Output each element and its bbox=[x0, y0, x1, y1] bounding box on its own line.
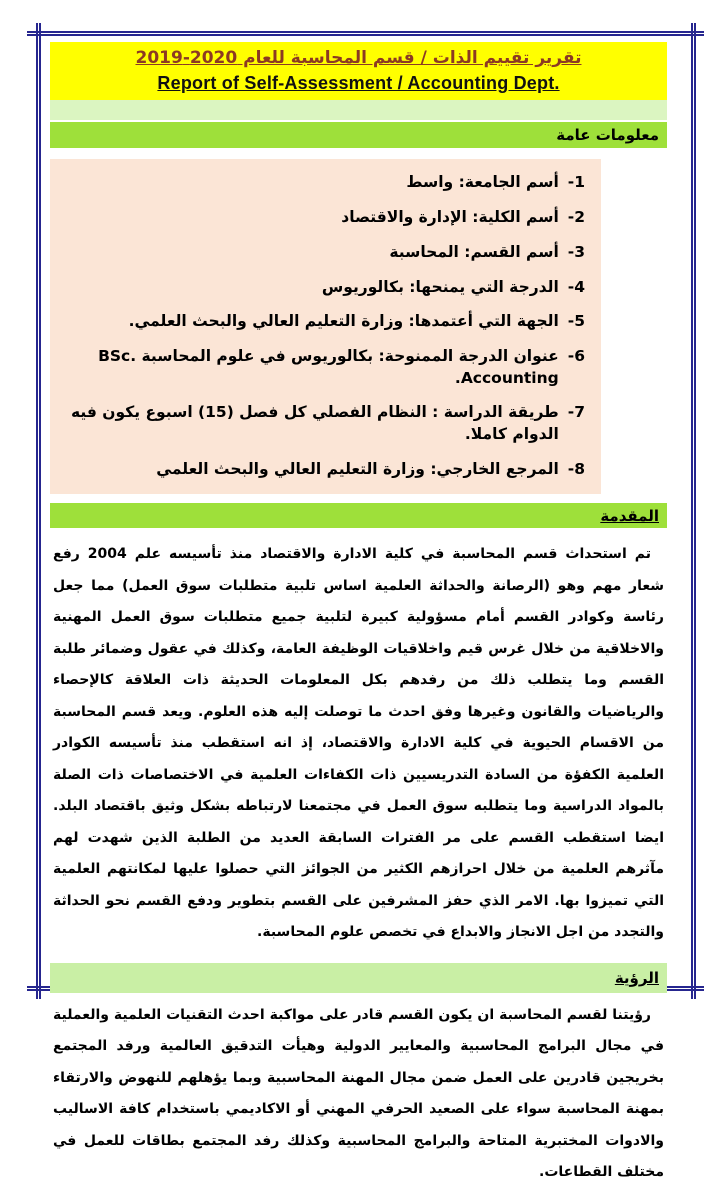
list-item bbox=[62, 242, 587, 264]
list-item-number: 7- bbox=[567, 403, 585, 422]
list-item-text: عنوان الدرجة الممنوحة: بكالوريوس في علوم المحاسبة BSc. Accounting. bbox=[98, 346, 559, 387]
list-item-text: المرجع الخارجي: وزارة التعليم العالي والبحث العلمي bbox=[156, 459, 559, 478]
general-info-list bbox=[50, 159, 601, 494]
list-item-number: 5- bbox=[567, 312, 585, 331]
list-item-number: 2- bbox=[567, 208, 585, 227]
list-item bbox=[62, 277, 587, 299]
vision-heading: الرؤية bbox=[614, 968, 659, 987]
list-item-text: أسم القسم: المحاسبة bbox=[389, 242, 559, 261]
document-content bbox=[50, 42, 667, 1189]
list-item-text: أسم الكلية: الإدارة والاقتصاد bbox=[341, 208, 559, 227]
introduction-paragraph: تم استحداث قسم المحاسبة في كلية الادارة والاقتصاد منذ تأسيسه علم 2004 رفع شعار مهم وهو (الرصانة والحداثة العلمية اساس تلبية متطلبات سوق العمل) مما جعل رئاسة وكوادر القسم أمام مسؤولية كبيرة لتلبية جميع متطلبات سوق العمل المهنية والاخلاقية من خلال غرس قيم واخلاقيات الوظيفة العامة، وكذلك في عقول وضمائر طلبة القسم وما يتطلب ذلك من رفدهم بكل المعلومات الحديثة ذات العلاقة كالإحصاء والرياضيات والقانون وغيرها وفق احدث ما توصلت إليه هذه العلوم. ويعد قسم المحاسبة من الاقسام الحيوية في كلية الادارة والاقتصاد، إذ انه استقطب منذ تأسيسه الكوادر العلمية الكفؤة من السادة التدريسيين ذات الكفاءات العلمية في الاختصاصات ذات الصلة بالمواد الدراسية وما يتطلبه سوق العمل في مجتمعنا لارتباطه بشكل وثيق باقتصاد البلد. ايضا استقطب القسم على مر الفترات السابقة العديد من الطلبة الذين شهدت لهم مآثرهم العلمية من خلال احرازهم الكثير من الجوائز التي حصلوا عليها لمكانتهم العلمية التي تميزوا بها. الامر الذي حفز المشرفين على القسم بتطوير ودفع القسم نحو الحداثة والتجدد من اجل الانجاز والابداع في تخصص علوم المحاسبة. bbox=[53, 546, 664, 941]
list-item bbox=[62, 311, 587, 333]
list-item-number: 4- bbox=[567, 277, 585, 296]
list-item-number: 8- bbox=[567, 459, 585, 478]
report-title-arabic: تقرير تقييم الذات / قسم المحاسبة للعام 2020-2019 bbox=[135, 48, 582, 68]
vision-paragraph: رؤيتنا لقسم المحاسبة ان يكون القسم قادر على مواكبة احدث التقنيات العلمية والعملية في مجال البرامج المحاسبية والمعايير الدولية وهيأت التدقيق العالمية ورفد المجتمع بخريجين قادرين على العمل ضمن مجال المهنة المحاسبية وبما يؤهلهم للنهوض والارتقاء بمهنة المحاسبة سواء على الصعيد الحرفي المهني أو الاكاديمي باستخدام كافة الاساليب والادوات المختبرية المتاحة والبرامج المحاسبية وكذلك رفد المجتمع بطاقات للعمل في مختلف القطاعات. bbox=[53, 1006, 664, 1181]
list-item-number: 1- bbox=[567, 173, 585, 192]
list-item bbox=[62, 402, 587, 445]
introduction-header-bar bbox=[50, 503, 667, 528]
list-item bbox=[62, 346, 587, 389]
introduction-heading: المقدمة bbox=[600, 506, 659, 525]
title-banner bbox=[50, 42, 667, 100]
report-title-english: Report of Self-Assessment / Accounting Dept. bbox=[157, 72, 560, 93]
list-item-text: الدرجة التي يمنحها: بكالوريوس bbox=[321, 277, 559, 296]
list-item-text: طريقة الدراسة : النظام الفصلي كل فصل (15) اسبوع يكون فيه الدوام كاملا. bbox=[71, 403, 559, 443]
list-item-number: 6- bbox=[567, 346, 585, 365]
list-item-number: 3- bbox=[567, 242, 585, 261]
vision-header-bar bbox=[50, 963, 667, 993]
list-item bbox=[62, 459, 587, 481]
general-info-header-bar bbox=[50, 122, 667, 148]
list-item bbox=[62, 172, 587, 194]
list-item bbox=[62, 207, 587, 229]
pale-green-spacer-strip bbox=[50, 100, 667, 120]
general-info-heading: معلومات عامة bbox=[556, 126, 659, 145]
list-item-text: الجهة التي أعتمدها: وزارة التعليم العالي والبحث العلمي. bbox=[128, 312, 559, 331]
list-item-text: أسم الجامعة: واسط bbox=[406, 173, 559, 192]
